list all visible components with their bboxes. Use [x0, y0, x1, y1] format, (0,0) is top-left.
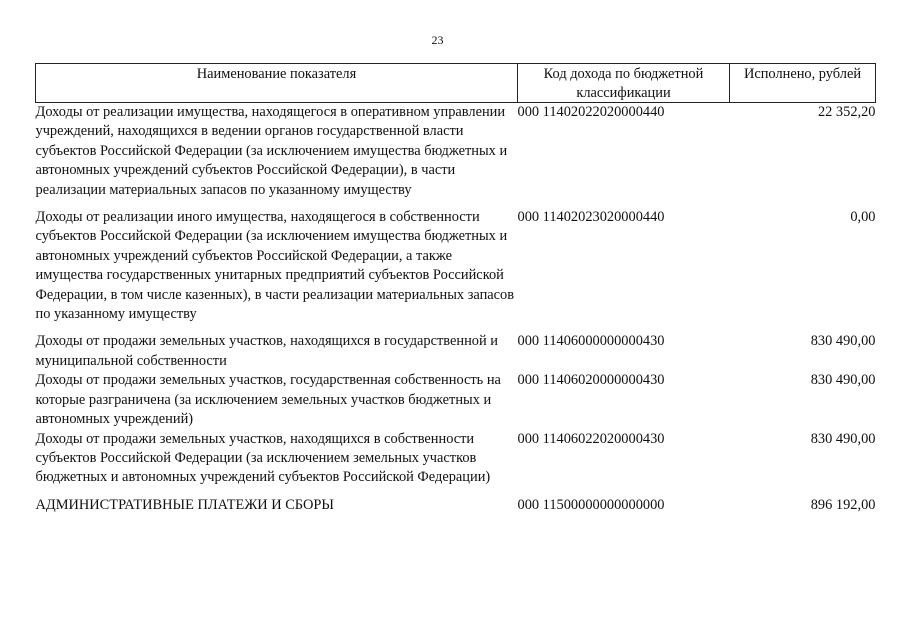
table-row	[36, 332, 876, 371]
row-code: 000 11402022020000440	[517, 104, 665, 120]
row-amount: 0,00	[850, 209, 876, 226]
column-header-amount: Исполнено, рублей	[730, 64, 876, 103]
table-header-row	[36, 64, 876, 103]
revenue-table	[35, 63, 876, 515]
column-header-name: Наименование показателя	[36, 64, 518, 103]
row-amount: 896 192,00	[810, 496, 876, 513]
table-row	[36, 371, 876, 429]
row-name: Доходы от продажи земельных участков, государственная собственность на которые разграничена (за исключением земельных участков бюджетных и автономных учреждений)	[35, 372, 501, 428]
table-row	[36, 208, 876, 332]
table-row	[36, 496, 876, 515]
row-amount: 830 490,00	[810, 430, 876, 447]
row-name: Доходы от продажи земельных участков, находящихся в государственной и муниципальной собственности	[35, 333, 498, 369]
table-row	[36, 430, 876, 496]
row-name: Доходы от реализации имущества, находящегося в оперативном управлении учреждений, находящихся в ведении органов государственной власти субъектов Российской Федерации (за исключением имущества бюджетных и автономных учреждений субъектов Российской Федерации), в части реализации материальных запасов по указанному имуществу	[35, 104, 508, 198]
column-header-code: Код дохода по бюджетной классификации	[518, 64, 730, 103]
row-code: 000 11406020000000430	[517, 372, 665, 389]
page-number: 23	[431, 33, 444, 47]
row-name: Доходы от реализации иного имущества, находящегося в собственности субъектов Российской Федерации (за исключением имущества бюджетных и автономных учреждений субъектов Российской Федерации, а также имущества государственных унитарных предприятий субъектов Российской Федерации, в том числе казенных), в части реализации материальных запасов по указанному имуществу	[35, 209, 515, 323]
row-code: 000 11500000000000000	[517, 496, 665, 513]
row-amount: 22 352,20	[817, 104, 876, 120]
row-code: 000 11406022020000430	[517, 430, 665, 447]
row-code: 000 11402023020000440	[517, 209, 665, 226]
row-amount: 830 490,00	[810, 372, 876, 389]
row-name: Доходы от продажи земельных участков, находящихся в собственности субъектов Российской Федерации (за исключением земельных участков бюджетных и автономных учреждений субъектов Российской Федерации)	[35, 430, 491, 486]
row-name: АДМИНИСТРАТИВНЫЕ ПЛАТЕЖИ И СБОРЫ	[35, 496, 334, 513]
row-amount: 830 490,00	[810, 333, 876, 350]
table-row	[36, 103, 876, 209]
row-code: 000 11406000000000430	[517, 333, 665, 350]
